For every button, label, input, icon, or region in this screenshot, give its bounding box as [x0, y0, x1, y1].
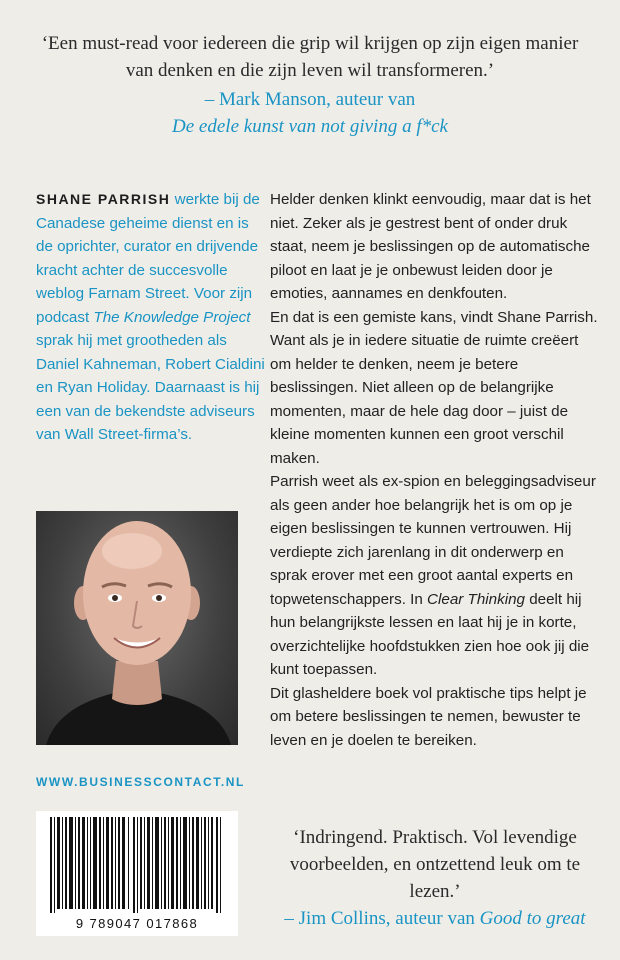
isbn-barcode: [36, 811, 238, 936]
publisher-website-link[interactable]: WWW.BUSINESSCONTACT.NL: [36, 775, 245, 789]
book-title: Clear Thinking: [427, 590, 525, 608]
top-quote: ‘Een must-read voor iedereen die grip wil krijgen op zijn eigen manier van denken en die zijn leven wil transformeren.’: [41, 33, 579, 81]
podcast-title: The Knowledge Project: [93, 308, 251, 326]
description-paragraph-3: [270, 470, 600, 682]
bio-text-2: sprak hij met grootheden als Daniel Kahneman, Robert Cialdini en Ryan Holiday. Daarnaast is hij een van de bekendste adviseurs van Wall Street-firma’s.: [36, 332, 265, 443]
isbn-number: 9 789047 017868: [75, 916, 199, 931]
bottom-quote-author: – Jim Collins, auteur van: [284, 908, 480, 929]
author-photo: [36, 511, 238, 745]
author-bio: [36, 188, 268, 447]
top-quote-book: De edele kunst van not giving a f*ck: [172, 116, 448, 137]
bottom-quote-attribution: [270, 905, 600, 932]
author-name: SHANE PARRISH: [36, 191, 171, 207]
author-portrait-image: [36, 511, 238, 745]
top-quote-attribution: [40, 86, 580, 140]
top-quote-author: – Mark Manson, auteur van: [204, 89, 416, 110]
bottom-quote: ‘Indringend. Praktisch. Vol levendige voorbeelden, en ontzettend leuk om te lezen.’: [289, 827, 581, 902]
book-description: [270, 188, 600, 752]
barcode-bars: [36, 815, 238, 915]
description-paragraph-3a: Parrish weet als ex-spion en beleggingsadviseur als geen ander hoe belangrijk het is om op je eigen beslissingen te kunnen vertrouwen. Hij verdiepte zich jarenlang in dit onderwerp en sprak erover met een groot aantal experts en topwetenschappers. In: [270, 473, 596, 608]
bio-text-1: werkte bij de Canadese geheime dienst en is de oprichter, curator en drijvende kracht achter de succesvolle weblog Farnam Street. Voor zijn podcast: [36, 191, 260, 326]
bottom-quote-book: Good to great: [479, 908, 586, 929]
description-paragraph-3b: deelt hij hun belangrijkste lessen en laat hij je in korte, overzichtelijke hoofdstukken zien hoe ook jij die kunt toepassen.: [270, 590, 590, 678]
description-paragraph-4: Dit glasheldere boek vol praktische tips helpt je om betere beslissingen te nemen, bewuster te leven en je doelen te bereiken.: [270, 684, 587, 749]
description-paragraph-1: Helder denken klinkt eenvoudig, maar dat is het niet. Zeker als je gestrest bent of onder druk staat, neem je beslissingen op de automatische piloot en laat je je onbewust leiden door je emoties, aannames en denkfouten.: [270, 191, 591, 302]
description-paragraph-2: En dat is een gemiste kans, vindt Shane Parrish. Want als je in iedere situatie de ruimte creëert om helder te denken, neem je betere beslissingen. Niet alleen op de belangrijke momenten, maar de hele dag door – juist de kleine momenten kunnen een groot verschil maken.: [270, 308, 598, 467]
